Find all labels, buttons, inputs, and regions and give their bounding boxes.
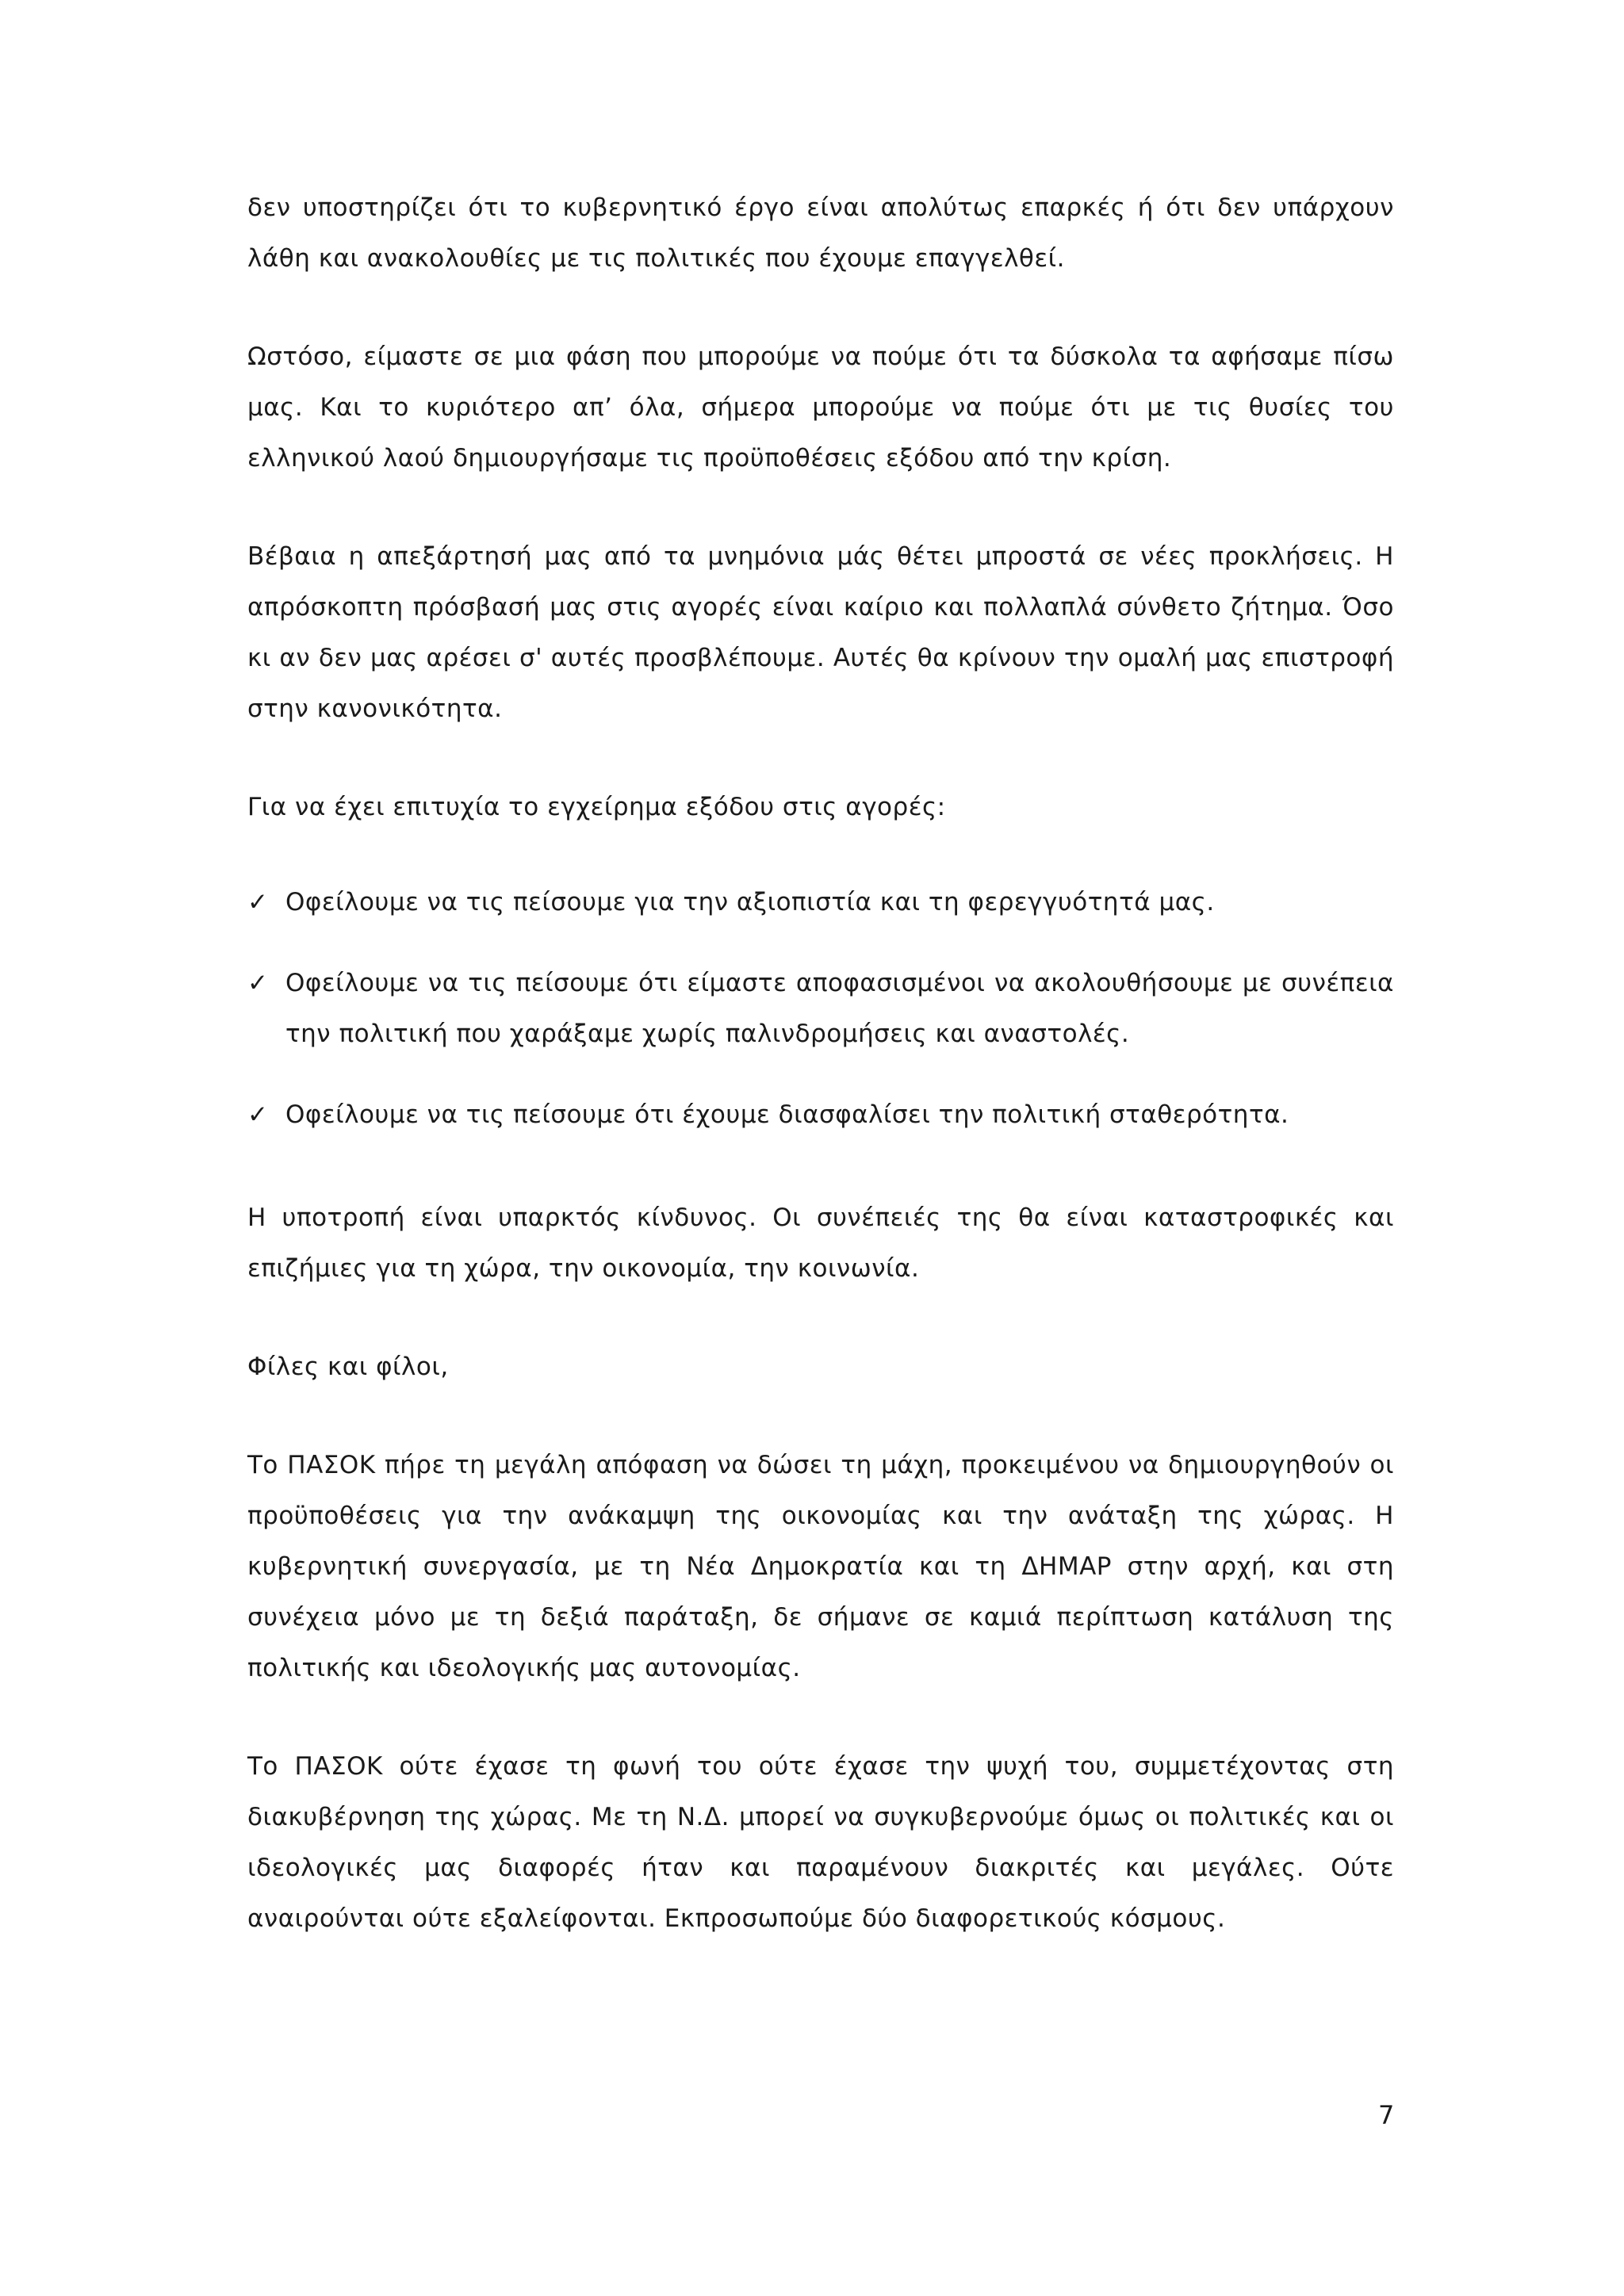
checklist <box>247 877 1394 1140</box>
checklist-item <box>247 958 1394 1059</box>
paragraph-pasok-decision: Το ΠΑΣΟΚ πήρε τη μεγάλη απόφαση να δώσει τη μάχη, προκειμένου να δημιουργηθούν οι προϋποθέσεις για την ανάκαμψη της οικονομίας και την ανάταξη της χώρας. Η κυβερνητική συνεργασία, με τη Νέα Δημοκρατία και τη ΔΗΜΑΡ στην αρχή, και στη συνέχεια μόνο με τη δεξιά παράταξη, δε σήμανε σε καμιά περίπτωση κατάλυση της πολιτικής και ιδεολογικής μας αυτονομίας. <box>247 1451 1394 1682</box>
page-number: 7 <box>1378 2100 1395 2130</box>
checklist-item <box>247 1089 1394 1140</box>
paragraph-intro: δεν υποστηρίζει ότι το κυβερνητικό έργο είναι απολύτως επαρκές ή ότι δεν υπάρχουν λάθη και ανακολουθίες με τις πολιτικές που έχουμε επαγγελθεί. <box>247 193 1394 273</box>
paragraph-list-intro: Για να έχει επιτυχία το εγχείρημα εξόδου στις αγορές: <box>247 793 946 821</box>
checklist-item <box>247 877 1394 928</box>
paragraph-salutation: Φίλες και φίλοι, <box>247 1353 449 1381</box>
checklist-item-text: Οφείλουμε να τις πείσουμε ότι είμαστε αποφασισμένοι να ακολουθήσουμε με συνέπεια την πολιτική που χαράξαμε χωρίς παλινδρομήσεις και αναστολές. <box>285 969 1394 1048</box>
paragraph-markets-challenges: Βέβαια η απεξάρτησή μας από τα μνημόνια μάς θέτει μπροστά σε νέες προκλήσεις. Η απρόσκοπτη πρόσβασή μας στις αγορές είναι καίριο και πολλαπλά σύνθετο ζήτημα. Όσο κι αν δεν μας αρέσει σ' αυτές προσβλέπουμε. Αυτές θα κρίνουν την ομαλή μας επιστροφή στην κανονικότητα. <box>247 542 1394 723</box>
checklist-item-text: Οφείλουμε να τις πείσουμε ότι έχουμε διασφαλίσει την πολιτική σταθερότητα. <box>285 1100 1289 1129</box>
checklist-item-text: Οφείλουμε να τις πείσουμε για την αξιοπιστία και τη φερεγγυότητά μας. <box>285 888 1215 916</box>
checkmark-icon: ✓ <box>247 1100 269 1129</box>
document-page <box>247 182 1394 1992</box>
checkmark-icon: ✓ <box>247 969 269 997</box>
checkmark-icon: ✓ <box>247 888 269 916</box>
paragraph-pasok-identity: Το ΠΑΣΟΚ ούτε έχασε τη φωνή του ούτε έχασε την ψυχή του, συμμετέχοντας στη διακυβέρνηση της χώρας. Με τη Ν.Δ. μπορεί να συγκυβερνούμε όμως οι πολιτικές και οι ιδεολογικές μας διαφορές ήταν και παραμένουν διακριτές και μεγάλες. Ούτε αναιρούνται ούτε εξαλείφονται. Εκπροσωπούμε δύο διαφορετικούς κόσμους. <box>247 1752 1394 1933</box>
paragraph-difficult-behind: Ωστόσο, είμαστε σε μια φάση που μπορούμε να πούμε ότι τα δύσκολα τα αφήσαμε πίσω μας. Και το κυριότερο απ’ όλα, σήμερα μπορούμε να πούμε ότι με τις θυσίες του ελληνικού λαού δημιουργήσαμε τις προϋποθέσεις εξόδου από την κρίση. <box>247 342 1394 473</box>
paragraph-relapse-risk: Η υποτροπή είναι υπαρκτός κίνδυνος. Οι συνέπειές της θα είναι καταστροφικές και επιζήμιες για τη χώρα, την οικονομία, την κοινωνία. <box>247 1203 1394 1283</box>
